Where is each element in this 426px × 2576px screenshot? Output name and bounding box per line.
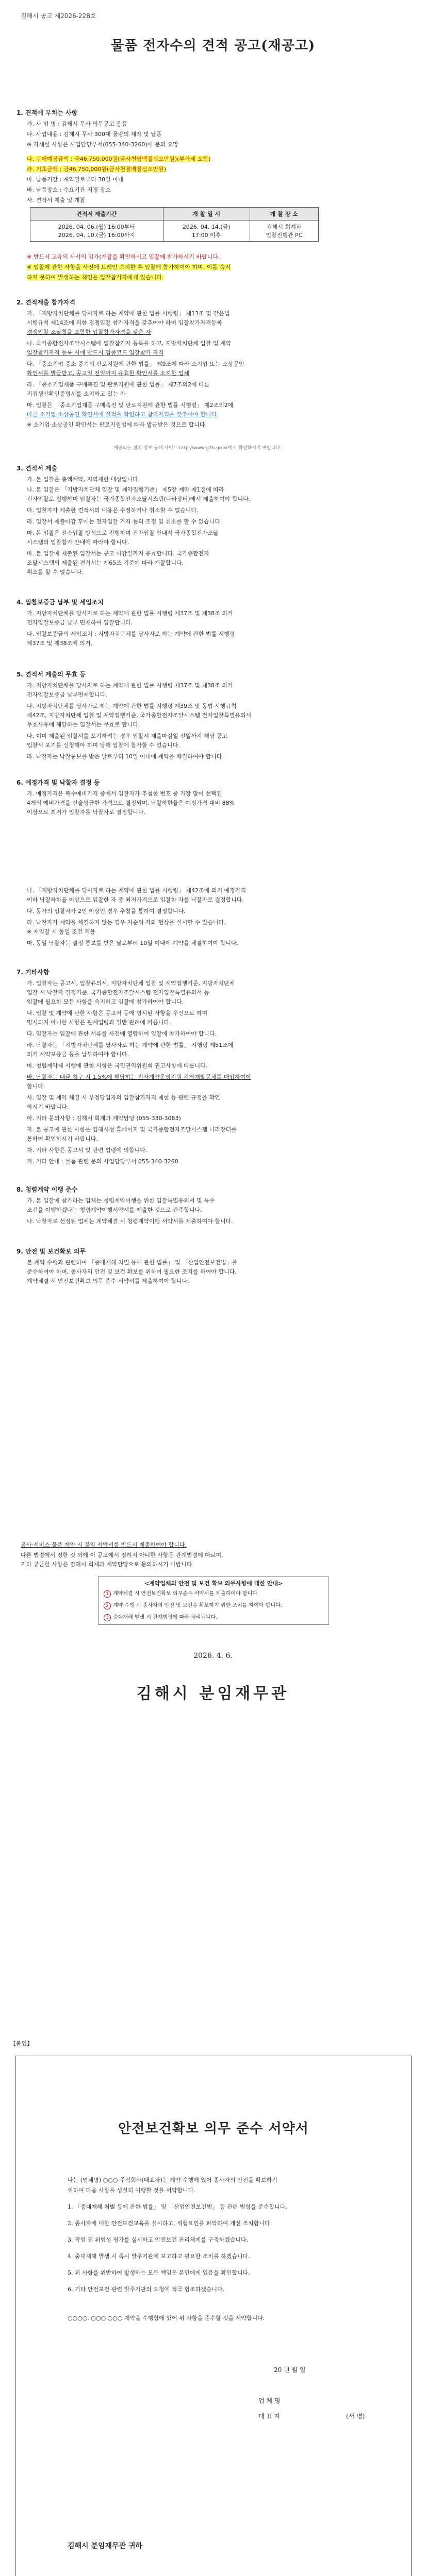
number-1-icon: 1 xyxy=(104,1590,111,1598)
s3-line: 라. 입찰서 제출마감 후에는 전자입찰 가격 등의 조정 및 취소를 할 수 없습니다. xyxy=(27,518,222,525)
s2-line: 확인서를 발급받고, 공고일 전일까지 유효한 확인서를 소지한 업체 xyxy=(27,370,189,377)
s7-line: 사. 입찰 및 계약 체결 시 부정당업자의 입찰참가자격 제한 등 관련 규정을 확인 xyxy=(27,1094,220,1101)
s5-line: 입찰서 포기를 신청해야 하며 당해 입찰에 참가할 수 없습니다. xyxy=(27,742,181,749)
s9-line: 계약체결 시 안전보건확보 의무 준수 서약서를 제출하여야 합니다. xyxy=(27,1278,189,1284)
table-row xyxy=(30,221,319,242)
s5-line: 무효사유에 해당하는 입찰서는 무효로 합니다. xyxy=(27,721,140,728)
pledge-line: 나는 (업체명) ○○○ 주식회사(대표자)는 계약 수행에 있어 종사자의 안전을 확보하기 xyxy=(68,2177,277,2183)
s7-line: 아. 기타 문의사항 : 김해시 회계과 계약담당 (055-330-3063) xyxy=(27,1115,181,1122)
pledge-line: 1. 「중대재해 처벌 등에 관한 법률」 및 「산업안전보건법」 등 관련 법령을 준수합니다. xyxy=(68,2204,287,2210)
section-6-heading: 6. 예정가격 및 낙찰자 결정 등 xyxy=(17,779,100,786)
budget-highlight: 다. 구매예정금액 : 금46,750,000원(금사천영백칠십오만원)(부가세 포함) xyxy=(27,156,211,162)
s4-line: 나. 입찰보증금의 세입조치 : 지방자치단체를 당사자로 하는 계약에 관한 법률 시행령 xyxy=(27,631,235,637)
s3-line: 바. 본 입찰에 제출된 입찰서는 공고 마감일까지 유효합니다. 국가종합전자 xyxy=(27,550,209,557)
s7-line: 명시되지 아니한 사항은 관계법령과 일반 관례에 따릅니다. xyxy=(27,1019,171,1026)
pledge-line: 6. 기타 안전보건 관련 발주기관의 요청에 적극 협조하겠습니다. xyxy=(68,2286,225,2293)
s6-line: 이하 낙찰하한율 이상으로 입찰한 자 중 최저가격으로 입찰한 자를 낙찰자로 결정합니다. xyxy=(27,896,244,903)
pledge-line: 2. 종사자에 대한 안전보건교육을 실시하고, 위험요인을 파악하여 개선 조치합니다. xyxy=(68,2220,272,2227)
safety-notice-item: 1 계약체결 시 안전보건확보 의무준수 서약서를 제출하여야 합니다. xyxy=(99,1587,329,1599)
s7-line: 가. 입찰자는 공고서, 입찰유의서, 지방자치단체 입찰 및 계약집행기준, 지방자치단체 xyxy=(27,980,235,987)
s6-line: 4개의 예비가격을 산술평균한 가격으로 결정되며, 낙찰하한율은 예정가격 대비 88% xyxy=(27,800,235,806)
s1-note: 하지 못하여 발생하는 책임은 입찰참가자에게 있습니다. xyxy=(27,274,164,281)
s3-line: 시스템의 입찰참가 안내에 따라야 합니다. xyxy=(27,539,129,546)
s7-line: 차. 기타 사항은 공고서 및 관련 법령에 의합니다. xyxy=(27,1147,148,1154)
pledge-form xyxy=(15,2056,412,2576)
s3-line: 마. 본 입찰은 전자입찰 방식으로 진행하며 전자입찰 안내서 국가종합전자조달 xyxy=(27,530,219,536)
s1-line: 사. 견적서 제출 및 개찰 xyxy=(27,197,86,204)
section-9-heading: 9. 안전 및 보건확보 의무 xyxy=(17,1248,86,1255)
s6-line: 라. 낙찰자가 계약을 체결하지 않는 경우 차순위 자와 협상을 실시할 수 있습니다. xyxy=(27,919,226,926)
s5-line: 나. 지방자치단체를 당사자로 하는 계약에 관한 법률 시행령 제39조 및 동법 시행규칙 xyxy=(27,703,237,709)
s8-line: 나. 낙찰자로 선정된 업체는 계약체결 시 청렴계약이행 서약서를 제출하여야 합니다. xyxy=(27,1218,233,1225)
s8-line: 조건을 이행하겠다는 청렴계약이행서약서를 제출한 것으로 간주합니다. xyxy=(27,1207,202,1213)
s7-line: 바. 낙찰자는 대금 청구 시 1.5%에 해당하는 전자계약운영지원 지역개발공채를 매입하여야 xyxy=(27,1074,251,1080)
table-header: 개 찰 장 소 xyxy=(250,208,318,221)
s7-line: 다. 입찰자는 입찰에 관한 서류를 사전에 열람하여 입찰에 참가하여야 합니다. xyxy=(27,1030,217,1037)
section-5-heading: 5. 견적서 제출의 무효 등 xyxy=(17,671,86,678)
s8-line: 가. 본 입찰에 참가하는 업체는 청렴계약이행을 위한 입찰특별유의서 및 특수 xyxy=(27,1197,215,1204)
s2-line: 시행규칙 제14조에 의한 경쟁입찰 참가자격을 갖추어야 하며 입찰참가자격등록 xyxy=(27,319,222,326)
s7-line: 합니다. xyxy=(27,1083,45,1090)
s3-line: 다. 입찰자가 제출한 견적서의 내용은 수정하거나 취소할 수 없습니다. xyxy=(27,507,199,514)
number-3-icon: 3 xyxy=(104,1614,111,1621)
s6-line: 다. 동가의 입찰자가 2인 이상인 경우 추첨을 통하여 결정합니다. xyxy=(27,908,186,914)
table-cell: 2026. 04. 14.(금) 17:00 이후 xyxy=(163,221,250,242)
section-3-heading: 3. 견적서 제출 xyxy=(17,465,58,472)
closing-line: 기타 궁금한 사항은 김해시 회계과 계약담당으로 문의하시기 바랍니다. xyxy=(21,1561,194,1568)
s1-line-base xyxy=(27,165,407,174)
s1-line: 마. 납품기간 : 계약일로부터 30일 이내 xyxy=(27,176,124,183)
s2-line: 다. 「중소기업 중소 중기의 판로지원에 관한 법률」 제9조에 따라 소기업 또는 소상공인 xyxy=(27,361,244,367)
table-cell: 2026. 04. 06.(월) 16:00부터 2026. 04. 10.(금) 16:00까지 xyxy=(30,221,163,242)
s7-line: 나. 입찰 및 계약에 관한 사항은 공고서 등에 명시된 사항을 우선으로 하며 xyxy=(27,1010,208,1016)
s4-line: 전자입찰보증금 납부 면제하여 입찰합니다. xyxy=(27,619,133,626)
s4-line: 가. 지방자치단체를 당사자로 하는 계약에 관한 법률 시행령 제37조 및 제38조 의거 xyxy=(27,610,233,617)
pledge-closing: ○○○○. ○○○ ○○○ 계약을 수행함에 있어 위 사항을 준수할 것을 서약합니다. xyxy=(68,2315,265,2321)
s1-line: 가. 사 업 명 : 김해시 무사 의무공고 용품 xyxy=(27,121,127,127)
s5-line: 제42조, 지방자치단체 입찰 및 계약집행기준, 국가종합전자조달시스템 전자입찰특별유의서 xyxy=(27,712,252,719)
s1-line: 바. 납품장소 : 수요기관 지정 장소 xyxy=(27,187,111,193)
pledge-line: 4. 중대재해 발생 시 즉시 발주기관에 보고하고 필요한 조치를 하겠습니다. xyxy=(68,2253,250,2260)
issuer-name: 김해시 분임재무관 xyxy=(136,1685,290,1703)
s5-line: 가. 지방자치단체를 당사자로 하는 계약에 관한 법률 시행령 제37조 및 제38조 의거 xyxy=(27,682,233,689)
section-4-heading: 4. 입찰보증금 납부 및 세입조치 xyxy=(17,599,104,606)
s2-line: 따른 소기업·소상공인 확인서에 실적을 확인하고 참가자격을 갖추어야 합니다. xyxy=(27,411,219,418)
number-2-icon: 2 xyxy=(104,1602,111,1609)
bid-schedule-table xyxy=(30,207,319,242)
section-1-heading: 1. 견적에 부치는 사항 xyxy=(17,109,78,116)
s7-line: 입찰에 필요한 모든 사항을 숙지하고 입찰에 참가하여야 합니다. xyxy=(27,998,184,1005)
s3-line: 전자입찰로 집행하며 입찰자는 국가종합전자조달시스템(나라장터)에서 제출하여야 합니다. xyxy=(27,496,251,502)
s6-line: 가. 예정가격은 복수예비가격 중에서 입찰자가 추첨한 번호 중 가장 많이 선택된 xyxy=(27,790,222,797)
s6-line: 마. 동일 낙찰자는 결정 통보를 받은 날로부터 10일 이내에 계약을 체결하여야 합니다. xyxy=(27,940,239,946)
safety-notice-box xyxy=(98,1577,329,1625)
base-highlight: 라. 기초금액 : 금46,750,000원(금사천칠백칠십오만원) xyxy=(27,166,166,173)
s2-line: ※ 소기업·소상공인 확인서는 판로지원법에 따라 발급받은 것으로 합니다. xyxy=(27,421,207,428)
table-header-row xyxy=(30,208,319,221)
s3-line: 취소를 할 수 없습니다. xyxy=(27,569,84,575)
s7-line: 카. 기타 안내 : 물품 관련 문의 사업담당부서 055-340-3260 xyxy=(27,1158,178,1165)
safety-notice-title: <계약업체의 안전 및 보건 확보 의무사항에 대한 안내> xyxy=(144,1580,283,1587)
s9-line: 본 계약 수행과 관련하여 「중대재해 처벌 등에 관한 법률」 및 「산업안전보건법」을 xyxy=(27,1259,238,1266)
s1-note: ※ 입찰에 관한 사항을 사전에 브레인 숙지한 후 입찰에 참가하여야 하며, 이를 숙지 xyxy=(27,264,231,270)
s7-line: 입찰 시 낙찰자 결정기준, 국가종합전자조달시스템 전자입찰특별유의서 등 xyxy=(27,989,209,996)
closing-line: 공사·서비스·물품 계약 시 붙임 서약서를 반드시 제출하여야 합니다. xyxy=(21,1541,187,1548)
pledge-date-line: 20 년 월 일 xyxy=(274,2366,306,2374)
pledge-recipient: 김해시 분임재무관 귀하 xyxy=(68,2542,142,2550)
s1-line: ※ 자세한 사항은 사업담당부서(055-340-3260)에 문의 요망 xyxy=(27,141,178,148)
s7-line: 마. 청렴계약제 시행에 관한 사항은 국민권익위원회 권고사항에 따릅니다. xyxy=(27,1062,208,1069)
section-8-heading: 8. 청렴계약 이행 준수 xyxy=(17,1186,78,1193)
s7-line: 하시기 바랍니다. xyxy=(27,1104,69,1110)
s7-line: 라. 낙찰자는 「지방자치단체를 당사자로 하는 계약에 관한 법률」 시행령 제51조에 xyxy=(27,1042,234,1048)
s2-line: 나. 국가종합전자조달시스템에 입찰참가자 등록을 하고, 지방자치단체 입찰 및 계약 xyxy=(27,340,232,347)
pledge-form-title: 안전보건확보 의무 준수 서약서 xyxy=(118,2121,309,2137)
s2-line: 마. 입찰은 「중소기업제품 구매촉진 및 판로지원에 관한 법률 시행령」 제2조의2에 xyxy=(27,402,234,409)
closing-line: 다른 법령에서 정한 것 외에 이 공고에서 정하지 아니한 사항은 관계법령에 따르며, xyxy=(21,1552,223,1558)
pledge-line: 5. 위 사항을 위반하여 발생하는 모든 책임은 본인에게 있음을 확인합니다. xyxy=(68,2269,250,2276)
s2-line: 직접생산확인증명서를 소지하고 있는 자 xyxy=(27,391,126,397)
s1-line-budget xyxy=(27,155,407,163)
page-title: 물품 전자수의 견적 공고(재공고) xyxy=(110,38,316,54)
section-7-heading: 7. 기타사항 xyxy=(17,969,50,976)
s2-line: 입찰참가자격 등록 시에 반드시 업종코드 입찰참가 자격 xyxy=(27,349,164,356)
s2-line: 가. 「지방자치단체를 당사자로 하는 계약에 관한 법률 시행령」 제13조 및 같은법 xyxy=(27,310,230,317)
table-cell: 김해시 회계과 입찰진행관 PC xyxy=(250,221,318,242)
announcement-date: 2026. 4. 6. xyxy=(193,1652,233,1660)
sign-label-signature: (서 명) xyxy=(346,2413,365,2420)
safety-notice-item: 2 계약 수행 시 종사자의 안전 및 보건을 확보하기 위한 조치를 하여야 합니다. xyxy=(99,1599,329,1611)
s2-line: 라. 「중소기업제품 구매촉진 및 판로지원에 관한 법률」 제7조의2에 따른 xyxy=(27,381,210,388)
pledge-line: 위하여 다음 사항을 성실히 이행할 것을 서약합니다. xyxy=(68,2187,195,2194)
section-2-heading: 2. 견적제출 참가자격 xyxy=(17,299,76,306)
s1-line: 나. 사업내용 : 김해시 무사 300대 물량의 제작 및 납품 xyxy=(27,131,162,138)
s3-line: 가. 본 입찰은 총액계약, 지역제한 대상입니다. xyxy=(27,476,140,483)
s7-line: 의거 계약보증금 등을 납부하여야 합니다. xyxy=(27,1051,129,1058)
s6-line: ※ 재입찰 시 동일 조건 적용 xyxy=(27,928,95,935)
s6-line: 나. 「지방자치단체를 당사자로 하는 계약에 관한 법률 시행령」 제42조에 의거 예정가격 xyxy=(27,887,247,894)
s5-line: 전자입찰보증금 납부면제합니다. xyxy=(27,691,107,698)
attachment-label: 【붙임】 xyxy=(10,2040,33,2047)
s7-line: 통하여 확인하시기 바랍니다. xyxy=(27,1136,99,1142)
sign-label-rep: 대 표 자 xyxy=(258,2413,281,2420)
s7-line: 자. 본 공고에 관한 사항은 김해시청 홈페이지 및 국가종합전자조달시스템 나라장터를 xyxy=(27,1126,237,1133)
document-number: 김해시 공고 제2026-228호 xyxy=(21,12,96,20)
reference-note: 제공되는 견적 정보 공개 사이트 http://www.g2b.go.kr에서 확인하시기 바랍니다. xyxy=(113,446,282,451)
s9-line: 준수하여야 하며, 종사자의 안전 및 보건 확보를 위하여 필요한 조치를 하여야 합니다. xyxy=(27,1268,237,1275)
s5-line: 라. 낙찰자는 낙찰통보를 받은 날로부터 10일 이내에 계약을 체결하여야 합니다. xyxy=(27,753,224,760)
pledge-line: 3. 작업 전 위험성 평가를 실시하고 안전보건 관리체계를 구축하겠습니다. xyxy=(68,2236,249,2243)
s3-line: 조달시스템의 제출된 견적서는 제65조 기준에 따라 개찰합니다. xyxy=(27,560,184,566)
s2-line: 경쟁입찰 조달청을 포함한 입찰참가자격을 갖춘 자 xyxy=(27,329,151,335)
s5-line: 다. 이미 제출된 입찰서를 포기하려는 경우 입찰서 제출마감일 전일까지 해당 공고 xyxy=(27,733,228,739)
s4-line: 제37조 및 제38조에 의거. xyxy=(27,640,92,647)
sign-label-company: 업 체 명 xyxy=(258,2397,281,2404)
s6-line: 이상으로 최저가 입찰자를 낙찰자로 결정합니다. xyxy=(27,809,146,816)
safety-notice-item: 3 중대재해 발생 시 관계법령에 따라 처리됩니다. xyxy=(99,1611,329,1623)
table-header: 개 찰 일 시 xyxy=(163,208,250,221)
s1-note: ※ 반드시 고유의 사서의 입가(개찰을 확인하시고 입찰에 참가하시기 바랍니다. xyxy=(27,253,220,260)
table-header: 견적서 제출기간 xyxy=(30,208,163,221)
s3-line: 나. 본 입찰은 「지방자치단체 입찰 및 계약집행기준」 제5장 계약 제1절에 따라 xyxy=(27,486,224,493)
